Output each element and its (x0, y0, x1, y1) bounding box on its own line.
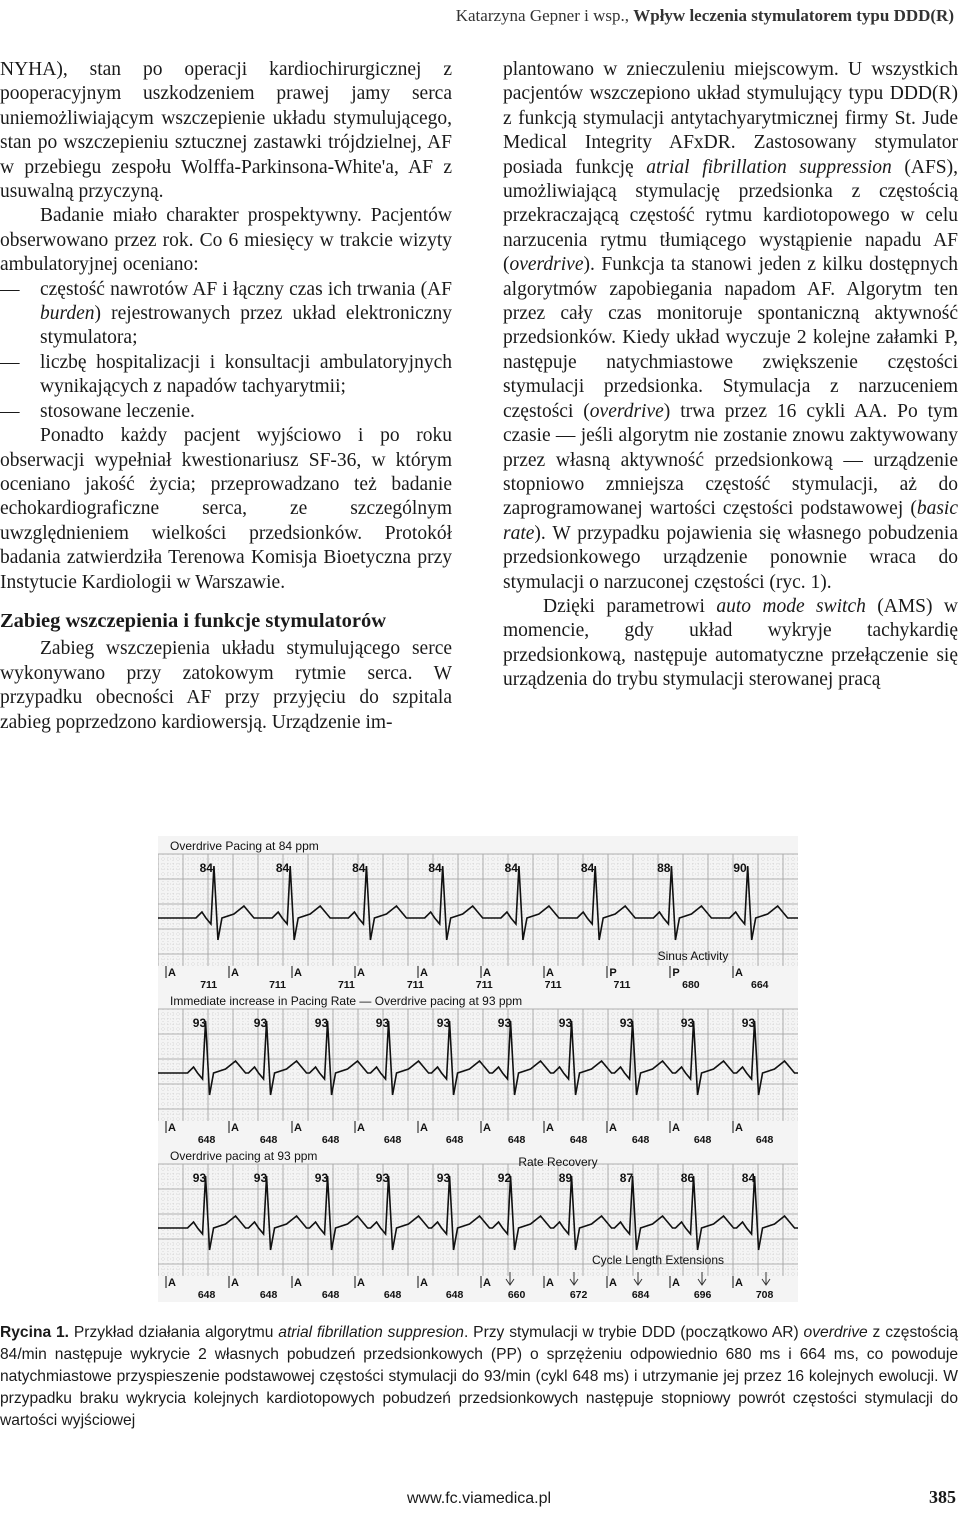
marker-label: A (735, 1122, 743, 1134)
interval-label: 648 (383, 1134, 402, 1146)
marker-label: A (483, 967, 491, 979)
marker-label: A (483, 1122, 491, 1134)
marker-label: A (168, 1277, 176, 1289)
interval-label: 660 (507, 1289, 526, 1301)
paragraph: Zabieg wszczepienia układu stymulującego serce wykonywano przy zatokowym rytmie serca. W przypadku obecności AF przy przyjęciu do szpitala zabieg poprzedzono kardiowersją. Urządzenie im- (0, 638, 452, 733)
interval-label: 711 (613, 979, 631, 991)
marker-label: A (420, 1122, 428, 1134)
interval-label: 648 (197, 1134, 216, 1146)
paragraph: Badanie miało charakter prospektywny. Pacjentów obserwowano przez rok. Co 6 miesięcy w trakcie wizyty ambulatoryjnej oceniano: (0, 205, 452, 276)
rate-label: 93 (558, 1016, 573, 1030)
rate-label: 93 (680, 1016, 695, 1030)
ecg-strips (158, 836, 798, 1302)
interval-label: 648 (445, 1134, 464, 1146)
rate-label: 87 (619, 1171, 634, 1185)
marker-label: A (420, 1277, 428, 1289)
running-header (456, 6, 954, 26)
rate-label: 84 (504, 861, 518, 875)
list-item: — liczbę hospitalizacji i konsultacji ambulatoryjnych wynikających z napadów tachyarytmii; (0, 351, 452, 400)
rate-label: 93 (375, 1016, 390, 1030)
footer-url: www.fc.viamedica.pl (407, 1490, 552, 1507)
rate-label: 84 (275, 861, 290, 875)
interval-label: 711 (337, 979, 355, 991)
paragraph: Ponadto każdy pacjent wyjściowo i po roku obserwacji wypełniał kwestionariusz SF-36, w którym oceniano jakość życia; przeprowadzano też badanie echokardiograficzne serca, ze szczególnym uwzględnieniem wielkości przedsionków. Protokół badania zatwierdziła Terenowa Komisja Bioetyczna przy Instytucie Kardiologii w Warszawie. (0, 425, 452, 593)
marker-label: A (672, 1277, 680, 1289)
rate-label: 92 (497, 1171, 512, 1185)
rate-label: 84 (580, 861, 595, 875)
interval-label: 708 (755, 1289, 774, 1301)
marker-label: A (294, 1122, 302, 1134)
marker-label: A (294, 1277, 302, 1289)
interval-label: 648 (445, 1289, 464, 1301)
rate-label: 84 (741, 1171, 756, 1185)
interval-label: 711 (269, 979, 287, 991)
interval-label: 648 (569, 1134, 588, 1146)
rate-label: 84 (352, 861, 366, 875)
marker-label: A (357, 967, 365, 979)
strip-annotation: Cycle Length Extensions (591, 1253, 725, 1267)
interval-label: 648 (321, 1289, 340, 1301)
page-number: 385 (929, 1487, 956, 1507)
section-heading: Zabieg wszczepienia i funkcje stymulatorów (0, 609, 387, 632)
rate-label: 88 (657, 861, 671, 875)
marker-label: A (420, 967, 428, 979)
interval-label: 680 (682, 979, 700, 991)
rate-label: 93 (741, 1016, 756, 1030)
rate-label: 93 (619, 1016, 634, 1030)
paragraph: Dzięki parametrowi auto mode switch (AMS) w momencie, gdy układ wykryje tachykardię przedsionkową, następuje automatyczne przełączenie się urządzenia do trybu stymulacji sterowanej pracą (503, 595, 958, 691)
rate-label: 93 (314, 1016, 329, 1030)
interval-label: 711 (544, 979, 562, 991)
criteria-list (0, 278, 452, 424)
rate-label: 93 (192, 1016, 207, 1030)
marker-label: A (231, 967, 239, 979)
ecg-figure (158, 836, 798, 1302)
list-item: — częstość nawrotów AF i łączny czas ich trwania (AF burden) rejestrowanych przez układ elektroniczny stymulatora; (0, 278, 452, 351)
marker-label: A (357, 1122, 365, 1134)
marker-label: P (672, 967, 680, 979)
figure-caption: Rycina 1. Przykład działania algorytmu atrial fibrillation suppresion. Przy stymulacji w trybie DDD (początkowo AR) overdrive z częstością 84/min następuje wykrycie 2 własnych pobudzeń przedsionkowych (PP) o sprzężeniu odpowiednio 680 ms i 664 ms, co powoduje natychmiastowe przyspieszenie podstawowej częstości stymulacji do 93/min (cykl 648 ms) i utrzymanie jej przez 16 kolejnych ewolucji. W przypadku braku wykrycia kolejnych kardiotopowych pobudzeń przedsionkowych następuje stopniowy powrót częstości stymulacji do wartości wyjściowej (0, 1324, 959, 1429)
strip-title: Overdrive Pacing at 84 ppm (170, 839, 319, 853)
header-authors: Katarzyna Gepner i wsp., (455, 6, 629, 25)
marker-label: A (609, 1122, 617, 1134)
rate-label: 93 (192, 1171, 207, 1185)
interval-label: 684 (631, 1289, 650, 1301)
marker-label: A (168, 967, 176, 979)
rate-label: 93 (314, 1171, 329, 1185)
interval-label: 648 (507, 1134, 526, 1146)
marker-label: A (672, 1122, 680, 1134)
marker-label: A (609, 1277, 617, 1289)
interval-label: 696 (693, 1289, 712, 1301)
rate-label: 93 (436, 1016, 451, 1030)
interval-label: 711 (200, 979, 218, 991)
marker-label: P (609, 967, 617, 979)
interval-label: 672 (569, 1289, 588, 1301)
interval-label: 648 (755, 1134, 774, 1146)
rate-label: 93 (497, 1016, 512, 1030)
caption-label: Rycina 1. (0, 1324, 70, 1341)
interval-label: 648 (631, 1134, 650, 1146)
marker-label: A (546, 967, 554, 979)
paragraph: NYHA), stan po operacji kardiochirurgicznej z pooperacyjnym uszkodzeniem prawej jamy serca uniemożliwiającym wszczepienie układu stymulującego, stan po wszczepieniu sztucznej zastawki trójdzielnej, AF w przebiegu zespołu Wolffa-Parkinsona-White'a, AF z usuwalną przyczyną. (0, 59, 452, 203)
interval-label: 648 (693, 1134, 712, 1146)
strip-title: Overdrive pacing at 93 ppm (170, 1149, 318, 1163)
rate-label: 93 (253, 1016, 268, 1030)
list-item: — stosowane leczenie. (0, 400, 452, 424)
right-column (503, 58, 958, 693)
strip-annotation: Sinus Activity (657, 949, 729, 963)
left-column (0, 58, 452, 735)
interval-label: 648 (321, 1134, 340, 1146)
strip-title: Immediate increase in Pacing Rate — Overdrive pacing at 93 ppm (170, 994, 523, 1008)
interval-label: 648 (259, 1134, 278, 1146)
rate-label: 84 (428, 861, 442, 875)
marker-label: A (231, 1277, 239, 1289)
marker-label: A (231, 1122, 239, 1134)
strip-annotation: Rate Recovery (518, 1155, 598, 1169)
interval-label: 648 (197, 1289, 216, 1301)
rate-label: 90 (733, 861, 747, 875)
marker-label: A (294, 967, 302, 979)
marker-label: A (735, 967, 743, 979)
interval-label: 711 (475, 979, 493, 991)
marker-label: A (546, 1277, 554, 1289)
marker-label: A (735, 1277, 743, 1289)
marker-label: A (483, 1277, 491, 1289)
header-title: Wpływ leczenia stymulatorem typu DDD(R) (633, 6, 954, 25)
paragraph: plantowano w znieczuleniu miejscowym. U wszystkich pacjentów wszczepiono układ stymulujący typu DDD(R) z funkcją stymulacji antytachyarytmicznej firmy St. Jude Medical Integrity AFxDR. Zastosowany stymulator posiada funkcję atrial fibrillation suppression (AFS), umożliwiającą stymulację przedsionka z częstością przekraczającą częstość rytmu kardiotopowego w celu narzucenia rytmu tłumiącego wystąpienie napadu AF (overdrive). Funkcja ta stanowi jeden z kilku dostępnych algorytmów zapobiegania napadom AF. Algorytm ten przez cały czas monitoruje spontaniczną aktywność przedsionków. Kiedy układ wyczuje 2 kolejne załamki P, następuje natychmiastowe zwiększenie częstości stymulacji przedsionka. Stymulacja z narzuceniem częstości (overdrive) trwa przez 16 cykli AA. Po tym czasie — jeśli algorytm nie zostanie znowu zaktywowany przez własną aktywność przedsionkową — urządzenie stopniowo zmniejsza częstość stymulacji, aż do zaprogramowanej wartości częstości podstawowej (basic rate). W przypadku pojawienia się własnego pobudzenia przedsionkowego urządzenie ponownie wraca do stymulacji o narzuconej częstości (ryc. 1). (503, 59, 959, 593)
rate-label: 89 (558, 1171, 573, 1185)
interval-label: 711 (406, 979, 424, 991)
rate-label: 93 (253, 1171, 268, 1185)
interval-label: 648 (383, 1289, 402, 1301)
interval-label: 648 (259, 1289, 278, 1301)
marker-label: A (546, 1122, 554, 1134)
rate-label: 84 (199, 861, 213, 875)
rate-label: 93 (375, 1171, 390, 1185)
interval-label: 664 (751, 979, 769, 991)
marker-label: A (168, 1122, 176, 1134)
rate-label: 86 (680, 1171, 695, 1185)
marker-label: A (357, 1277, 365, 1289)
rate-label: 93 (436, 1171, 451, 1185)
